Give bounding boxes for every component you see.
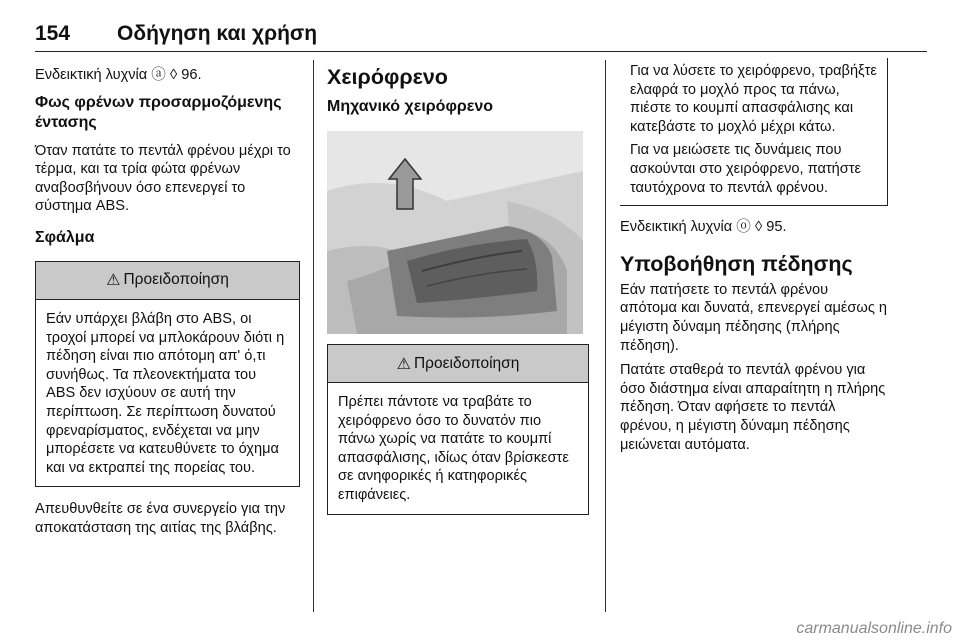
warning-title: Προειδοποίηση — [413, 354, 520, 372]
paragraph-brake-assist: Εάν πατήσετε το πεντάλ φρένου απότομα και δυνατά, επενεργεί αμέσως η μέγιστη δύναμη πέδησης (πλήρης πέδηση). — [620, 281, 888, 354]
paragraph-full-braking: Πατάτε σταθερά το πεντάλ φρένου για όσο διάστημα είναι απαραίτητη η πλήρης πέδηση. Όταν αφήσετε το πεντάλ φρένου, η μέγιστη δύναμη πέδησης μειώνεται αυτόματα. — [620, 362, 886, 453]
warning-triangle-icon: ⚠ — [106, 272, 121, 290]
section-heading-brake-assist: Υποβοήθηση πέδησης — [620, 251, 853, 276]
indicator-reference: Ενδεικτική λυχνία ⓞ ◊ 95. — [620, 219, 787, 236]
watermark: carmanualsonline.info — [796, 620, 952, 637]
handbrake-lever-icon — [327, 131, 583, 334]
section-heading-adaptive-brake-light: Φως φρένων προσαρμοζόμενης έντασης — [35, 93, 282, 131]
warning-title: Προειδοποίηση — [123, 271, 229, 289]
column-right — [620, 60, 888, 454]
page-header — [35, 22, 927, 52]
warning-box — [327, 344, 589, 515]
paragraph-reduce-force: Για να μειώσετε τις δυνάμεις που ασκούνται στο χειρόφρενο, πατήστε ταυτόχρονα το πεντάλ φρένου. — [630, 142, 862, 196]
paragraph-release-handbrake: Για να λύσετε το χειρόφρενο, τραβήξτε ελαφρά το μοχλό προς τα πάνω, πιέστε το κουμπί απασφάλισης και κατεβάστε το μοχλό μέχρι κάτω. — [630, 63, 877, 135]
subheading-mechanical-handbrake: Μηχανικό χειρόφρενο — [327, 98, 494, 115]
warning-text: Εάν υπάρχει βλάβη στο ABS, οι τροχοί μπορεί να μπλοκάρουν διότι η πέδηση είναι πιο απότομη απ' ό,τι συνήθως. Τα πλεονεκτήματα του ABS δεν ισχύουν σε αυτή την περίπτωση. Σε περίπτωση δυνατού φρεναρίσματος, ενδέχεται να μην μπορέσετε να κατευθύνετε το όχημα και να εκτραπεί της πορείας του. — [46, 310, 285, 476]
warning-header — [36, 262, 299, 300]
warning-header — [328, 345, 588, 383]
instruction-box — [620, 58, 888, 206]
handbrake-illustration — [327, 131, 583, 334]
column-left — [35, 60, 300, 538]
warning-box — [35, 261, 300, 487]
section-heading-fault: Σφάλμα — [35, 228, 95, 246]
page-title: Οδήγηση και χρήση — [117, 22, 318, 45]
column-divider — [313, 60, 314, 612]
warning-text: Πρέπει πάντοτε να τραβάτε το χειρόφρενο όσο το δυνατόν πιο πάνω χωρίς να πατάτε το κουμπί απασφάλισης, ιδίως όταν βρίσκεστε σε ανηφορικές ή κατηφορικές επιφάνειες. — [338, 394, 569, 503]
column-middle — [327, 60, 589, 515]
paragraph-workshop: Απευθυνθείτε σε ένα συνεργείο για την αποκατάσταση της αιτίας της βλάβης. — [35, 501, 286, 536]
paragraph-brake-light: Όταν πατάτε το πεντάλ φρένου μέχρι το τέρμα, και τα τρία φώτα φρένων αναβοσβήνουν όσο επενεργεί το σύστημα ABS. — [35, 142, 291, 215]
section-heading-handbrake: Χειρόφρενο — [327, 65, 448, 89]
page-number: 154 — [35, 22, 71, 45]
column-divider — [605, 60, 606, 612]
warning-triangle-icon: ⚠ — [396, 355, 411, 373]
indicator-reference: Ενδεικτική λυχνία ⓐ ◊ 96. — [35, 67, 202, 83]
